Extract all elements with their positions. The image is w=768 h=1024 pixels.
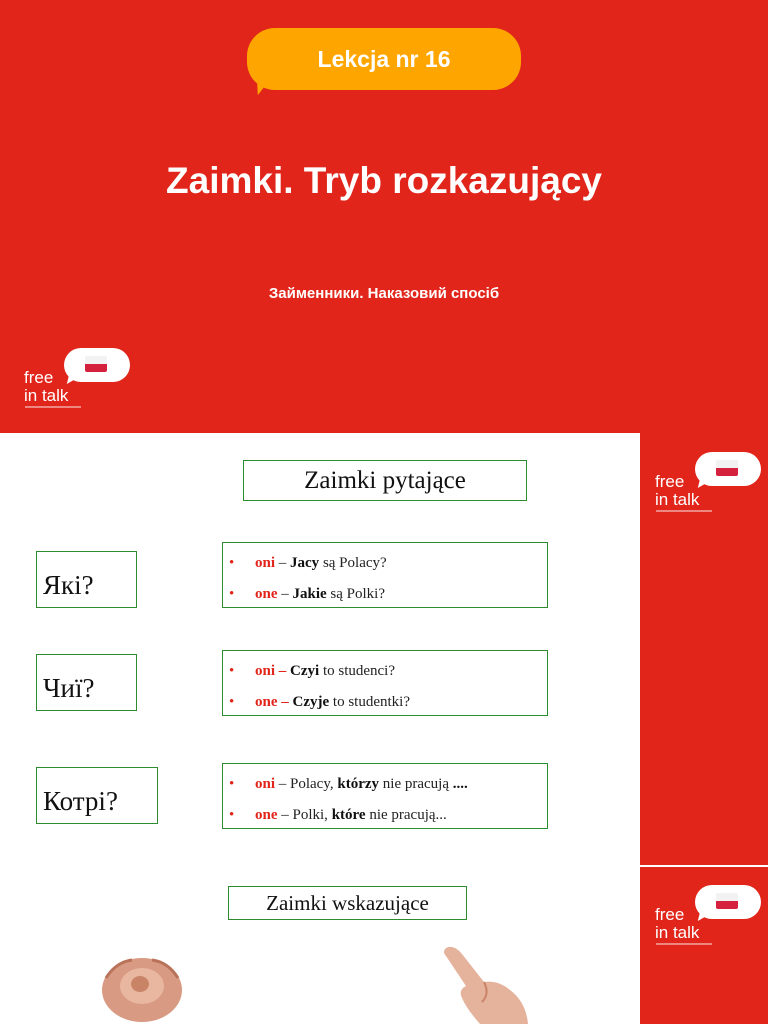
logo-text-intalk: in talk: [24, 386, 69, 405]
question-label: Чиї?: [43, 673, 95, 703]
slide-title: Zaimki. Tryb rozkazujący: [166, 160, 602, 201]
freeintalk-logo: [24, 348, 136, 412]
heading-interrogative: Zaimki pytające: [304, 467, 466, 494]
question-label: Котрі?: [43, 786, 118, 816]
pointing-finger-icon: [440, 942, 536, 1024]
question-label: Які?: [43, 570, 94, 600]
question-box: [36, 654, 137, 711]
poland-flag-icon: [716, 893, 738, 909]
example-box: [222, 650, 548, 716]
poland-flag-icon: [85, 356, 107, 372]
example-row: • one – Jakie są Polki?: [229, 586, 386, 602]
example-box: [222, 542, 548, 608]
example-row: • one – Czyje to studentki?: [229, 694, 410, 710]
slide-subtitle: Займенники. Наказовий спосіб: [268, 285, 500, 302]
content-slide: [0, 433, 640, 1024]
question-box: [36, 551, 137, 608]
heading-demonstrative: Zaimki wskazujące: [266, 891, 429, 915]
example-box: [222, 763, 548, 829]
logo-text-free: free: [24, 368, 54, 387]
pointing-hand-icon: [96, 948, 188, 1024]
example-row: • oni – Jacy są Polacy?: [229, 555, 387, 571]
logo-text-intalk: in talk: [655, 923, 700, 942]
question-box: [36, 767, 158, 824]
poland-flag-icon: [716, 460, 738, 476]
lesson-label: Lekcja nr 16: [317, 46, 451, 72]
freeintalk-logo: [655, 885, 767, 949]
logo-text-free: free: [655, 472, 685, 491]
logo-text-intalk: in talk: [655, 490, 700, 509]
example-row: • one – Polki, które nie pracują...: [229, 807, 447, 823]
logo-text-free: free: [655, 905, 685, 924]
freeintalk-logo: [655, 452, 767, 516]
example-row: • oni – Czyi to studenci?: [229, 663, 396, 679]
example-row: • oni – Polacy, którzy nie pracują ....: [229, 776, 468, 792]
